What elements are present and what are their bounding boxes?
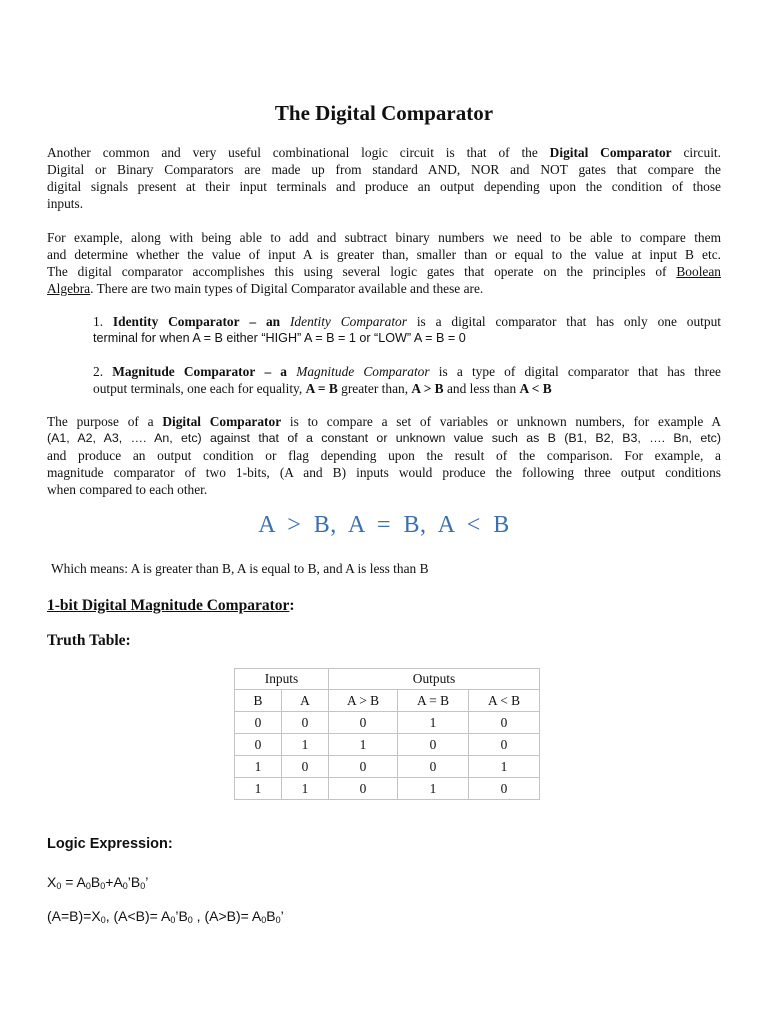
truth-table-heading: Truth Table:: [47, 632, 131, 649]
comparison-formula: A > B, A = B, A < B: [258, 512, 510, 538]
column-header: A > B: [329, 690, 398, 712]
expr-subscript: 0: [100, 915, 106, 925]
text-span: output terminals, one each for equality,: [93, 381, 303, 396]
boolean-algebra-link[interactable]: Boolean: [676, 264, 721, 279]
expr-text: B: [266, 908, 276, 924]
text-line: inputs.: [47, 196, 84, 211]
text-span: The purpose of a: [47, 414, 154, 429]
example-paragraph: [47, 229, 721, 297]
text-line: digital signals present at their input terminals and produce an output depending upon the condition of those: [47, 179, 721, 194]
expr-text: (A=B)=X: [47, 908, 101, 924]
table-cell: 1: [469, 756, 540, 778]
text-line: and produce an output condition or flag depending upon the result of the comparison. For example, a: [47, 448, 721, 463]
table-cell: 0: [235, 734, 282, 756]
column-header: A < B: [469, 690, 540, 712]
text-line: [93, 380, 721, 397]
text-span: Another common and very useful combinational logic circuit is that of the: [47, 145, 538, 160]
table-row: [235, 778, 540, 800]
truth-table: [234, 668, 540, 800]
table-row: [235, 734, 540, 756]
list-number: 1.: [93, 314, 104, 329]
column-header: A = B: [398, 690, 469, 712]
table-cell: 1: [398, 712, 469, 734]
text-line: [47, 280, 721, 297]
expr-text: , (A>B)= A: [192, 908, 262, 924]
expr-subscript: 0: [170, 915, 176, 925]
bold-term: Identity Comparator: [112, 314, 240, 329]
bold-term: Digital Comparator: [162, 414, 282, 429]
text-line: Digital or Binary Comparators are made up from standard AND, NOR and NOT gates that compare the: [47, 162, 721, 177]
list-item-magnitude-comparator: [93, 363, 721, 397]
table-cell: 1: [282, 778, 329, 800]
expr-subscript: 0: [85, 881, 91, 891]
text-span: is a digital comparator that has only one output: [416, 314, 721, 329]
text-line: For example, along with being able to add and subtract binary numbers we need to be able to compare them: [47, 230, 721, 245]
table-group-header: [235, 669, 540, 690]
text-span: – a: [264, 364, 288, 379]
expr-subscript: 0: [187, 915, 193, 925]
expr-subscript: 0: [122, 881, 128, 891]
expr-text: ’B: [175, 908, 188, 924]
inputs-header: Inputs: [235, 669, 329, 690]
table-cell: 0: [398, 734, 469, 756]
outputs-header: Outputs: [329, 669, 540, 690]
bold-term: A < B: [519, 381, 552, 396]
text-line: (A1, A2, A3, …. An, etc) against that of a constant or unknown value such as B (B1, B2, B3, …. Bn, etc): [47, 431, 721, 445]
table-cell: 0: [282, 712, 329, 734]
table-cell: 0: [469, 734, 540, 756]
bold-term: Magnitude Comparator: [112, 364, 256, 379]
section-heading-text: 1-bit Digital Magnitude Comparator: [47, 597, 290, 614]
purpose-paragraph: [47, 413, 721, 498]
expr-subscript: 0: [275, 915, 281, 925]
text-line: when compared to each other.: [47, 482, 208, 497]
text-span: circuit.: [683, 145, 721, 160]
bold-term: Digital Comparator: [549, 145, 672, 160]
italic-term: Identity Comparator: [289, 314, 407, 329]
expr-text: = A: [61, 874, 86, 890]
text-line: [93, 363, 721, 380]
table-cell: 0: [329, 712, 398, 734]
section-heading: [47, 597, 295, 615]
expr-subscript: 0: [261, 915, 267, 925]
table-row: [235, 756, 540, 778]
expr-text: X: [47, 874, 57, 890]
table-cell: 1: [282, 734, 329, 756]
table-cell: 1: [235, 756, 282, 778]
expr-text: ’: [280, 908, 284, 924]
expr-subscript: 0: [100, 881, 106, 891]
logic-expression-x0: [47, 874, 148, 891]
logic-expression-heading: Logic Expression:: [47, 836, 173, 852]
expr-text: ’: [145, 874, 149, 890]
intro-paragraph: [47, 144, 721, 212]
expr-text: B: [90, 874, 101, 890]
list-item-identity-comparator: [93, 313, 721, 347]
meaning-line: Which means: A is greater than B, A is equal to B, and A is less than B: [51, 561, 429, 576]
expr-subscript: 0: [140, 881, 146, 891]
text-line: [47, 263, 721, 280]
table-cell: 1: [329, 734, 398, 756]
list-number: 2.: [93, 364, 104, 379]
column-header: B: [235, 690, 282, 712]
text-line: magnitude comparator of two 1-bits, (A and B) inputs would produce the following three output conditions: [47, 465, 721, 480]
bold-term: A = B: [305, 381, 338, 396]
expr-text: , (A<B)= A: [105, 908, 171, 924]
table-cell: 0: [469, 778, 540, 800]
table-cell: 0: [398, 756, 469, 778]
table-cell: 1: [398, 778, 469, 800]
expr-text: ’B: [127, 874, 141, 890]
text-line: [93, 313, 721, 330]
table-header-row: [235, 690, 540, 712]
text-span: greater than,: [337, 381, 409, 396]
text-span: – an: [249, 314, 281, 329]
text-span: and less than: [443, 381, 517, 396]
table-row: [235, 712, 540, 734]
text-span: The digital comparator accomplishes this using several logic gates that operate on the principles of: [47, 264, 667, 279]
text-span: is a type of digital comparator that has three: [438, 364, 721, 379]
table-cell: 1: [235, 778, 282, 800]
expr-text: +A: [105, 874, 123, 890]
text-span: . There are two main types of Digital Comparator available and these are.: [90, 281, 484, 296]
table-cell: 0: [469, 712, 540, 734]
table-cell: 0: [235, 712, 282, 734]
table-cell: 0: [329, 756, 398, 778]
text-line: terminal for when A = B either “HIGH” A = B = 1 or “LOW” A = B = 0: [93, 331, 466, 345]
boolean-algebra-link[interactable]: Algebra: [47, 281, 91, 296]
bold-term: A > B: [411, 381, 444, 396]
text-line: and determine whether the value of input A is greater than, smaller than or equal to the value at input B etc.: [47, 247, 721, 262]
italic-term: Magnitude Comparator: [296, 364, 430, 379]
text-line: [47, 413, 721, 430]
logic-expression-outputs: [47, 908, 284, 925]
table-cell: 0: [329, 778, 398, 800]
page-title: The Digital Comparator: [274, 101, 494, 125]
expr-subscript: 0: [56, 881, 62, 891]
text-span: is to compare a set of variables or unknown numbers, for example A: [289, 414, 721, 429]
column-header: A: [282, 690, 329, 712]
section-heading-colon: :: [289, 597, 295, 614]
text-line: [47, 144, 721, 161]
table-cell: 0: [282, 756, 329, 778]
